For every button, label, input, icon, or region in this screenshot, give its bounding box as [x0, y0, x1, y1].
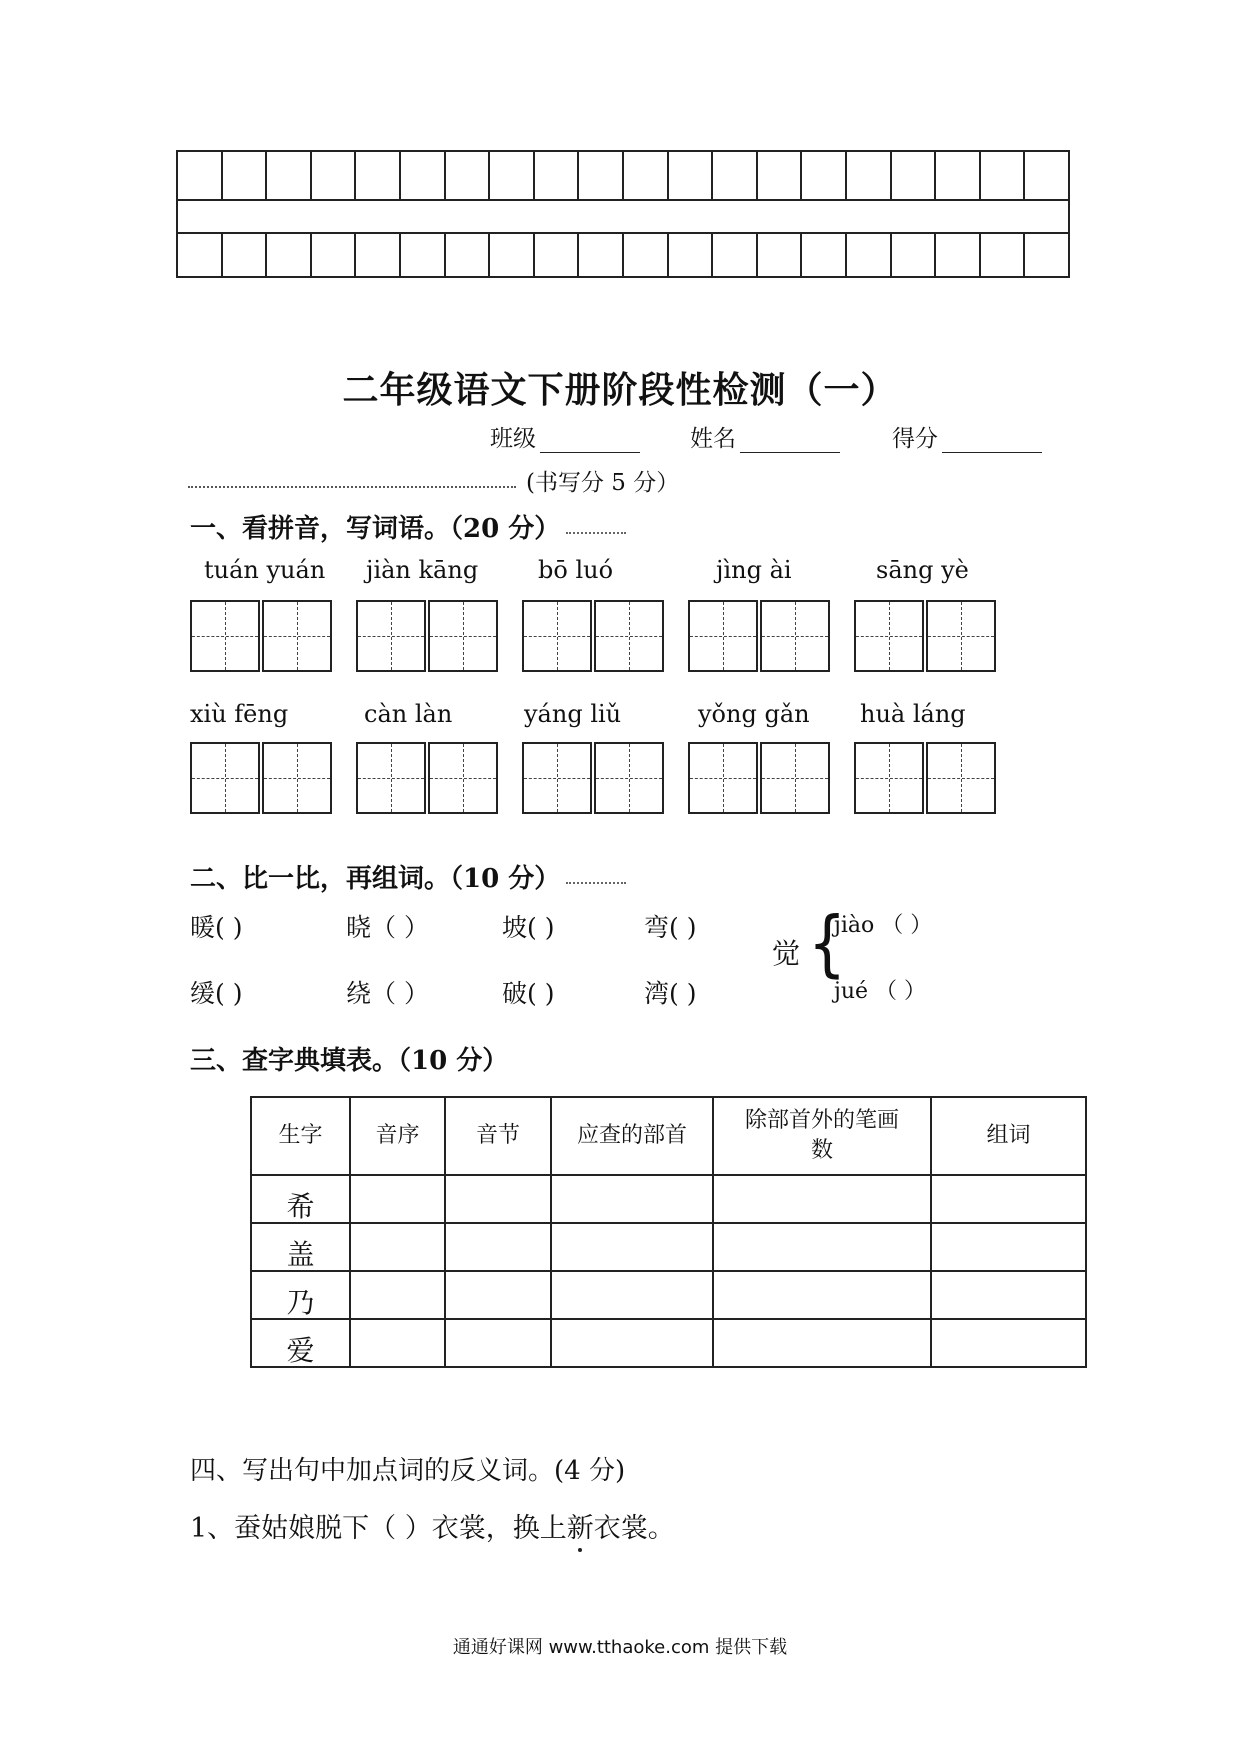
answer-cell[interactable] — [551, 1271, 713, 1319]
grid-row-spacer — [178, 199, 1068, 234]
header-strokes: 除部首外的笔画数 — [713, 1097, 931, 1175]
q4-prefix: 1、蚕姑娘脱下（ ）衣裳，换上 — [190, 1513, 567, 1544]
handwriting-score-note: (书写分 5 分） — [526, 470, 680, 496]
header-syllable: 音节 — [445, 1097, 551, 1175]
section2-title: 二、比一比，再组词。（10 分） — [190, 858, 626, 895]
tianzige-pair[interactable] — [688, 742, 832, 814]
answer-cell[interactable] — [713, 1271, 931, 1319]
top-writing-grid — [176, 150, 1070, 278]
class-blank[interactable] — [540, 432, 640, 453]
brace-icon: { — [808, 902, 847, 986]
section1-title: 一、看拼音，写词语。（20 分） — [190, 508, 626, 545]
tianzige-pair[interactable] — [356, 600, 500, 672]
answer-cell[interactable] — [713, 1175, 931, 1223]
compare-item[interactable]: 破( ) — [502, 979, 555, 1008]
pinyin-label: xiù fēng — [190, 700, 289, 728]
grid-row-bottom — [178, 232, 1068, 276]
table-row — [251, 1175, 1086, 1223]
table-char: 乃 — [251, 1271, 350, 1319]
section4-title: 四、写出句中加点词的反义词。(4 分) — [190, 1456, 626, 1486]
tianzige-pair[interactable] — [522, 600, 666, 672]
pinyin-label: jiàn kāng — [366, 556, 479, 584]
header-radical: 应查的部首 — [551, 1097, 713, 1175]
pinyin-label: sāng yè — [876, 556, 969, 584]
answer-cell[interactable] — [931, 1271, 1086, 1319]
table-char: 希 — [251, 1175, 350, 1223]
tianzige-pair[interactable] — [356, 742, 500, 814]
pinyin-label: bō luó — [538, 556, 614, 584]
compare-item[interactable]: 坡( ) — [502, 913, 555, 942]
compare-item[interactable]: 缓( ) — [190, 979, 243, 1008]
dotted-divider — [188, 482, 516, 488]
table-row — [251, 1271, 1086, 1319]
name-blank[interactable] — [740, 432, 840, 453]
pinyin-label: huà láng — [860, 700, 966, 728]
table-row — [251, 1223, 1086, 1271]
pinyin-label: jìng ài — [716, 556, 792, 584]
table-char: 爱 — [251, 1319, 350, 1367]
polyphone-char: 觉 — [772, 937, 801, 970]
tianzige-pair[interactable] — [854, 600, 998, 672]
pinyin-label: càn làn — [364, 700, 453, 728]
section3-title: 三、查字典填表。（10 分） — [190, 1046, 509, 1076]
answer-cell[interactable] — [350, 1271, 445, 1319]
dictionary-table — [250, 1096, 1087, 1368]
table-char: 盖 — [251, 1223, 350, 1271]
answer-cell[interactable] — [350, 1175, 445, 1223]
answer-cell[interactable] — [931, 1175, 1086, 1223]
dotted-word: 新 — [566, 1513, 594, 1544]
answer-cell[interactable] — [445, 1223, 551, 1271]
answer-cell[interactable] — [713, 1223, 931, 1271]
answer-cell[interactable] — [350, 1223, 445, 1271]
compare-item[interactable]: 弯( ) — [644, 913, 697, 942]
answer-cell[interactable] — [551, 1175, 713, 1223]
answer-cell[interactable] — [445, 1319, 551, 1367]
class-field[interactable] — [490, 420, 640, 453]
compare-item[interactable]: 暖( ) — [190, 913, 243, 942]
table-header-row — [251, 1097, 1086, 1175]
compare-item[interactable]: 湾( ) — [644, 979, 697, 1008]
answer-cell[interactable] — [350, 1319, 445, 1367]
tianzige-pair[interactable] — [190, 600, 334, 672]
grid-row-top — [178, 152, 1068, 201]
header-word: 组词 — [931, 1097, 1086, 1175]
name-field[interactable] — [690, 420, 840, 453]
pinyin-label: yáng liǔ — [524, 700, 622, 728]
class-label: 班级 — [490, 426, 536, 452]
answer-cell[interactable] — [445, 1175, 551, 1223]
answer-cell[interactable] — [445, 1271, 551, 1319]
polyphone-reading[interactable]: jué （ ） — [834, 979, 926, 1004]
table-row — [251, 1319, 1086, 1367]
pinyin-label: tuán yuán — [204, 556, 326, 584]
header-initial: 音序 — [350, 1097, 445, 1175]
answer-cell[interactable] — [931, 1223, 1086, 1271]
compare-item[interactable]: 绕（ ） — [346, 979, 429, 1008]
q4-suffix: 衣裳。 — [593, 1513, 675, 1544]
page-title: 二年级语文下册阶段性检测（一） — [342, 369, 898, 411]
question4-item1[interactable] — [190, 1506, 675, 1545]
score-field[interactable] — [892, 420, 1042, 453]
header-char: 生字 — [251, 1097, 350, 1175]
tianzige-pair[interactable] — [854, 742, 998, 814]
compare-item[interactable]: 晓（ ） — [346, 913, 429, 942]
score-label: 得分 — [892, 426, 938, 452]
answer-cell[interactable] — [551, 1319, 713, 1367]
footer-note: 通通好课网 www.tthaoke.com 提供下载 — [452, 1637, 788, 1658]
tianzige-pair[interactable] — [522, 742, 666, 814]
tianzige-pair[interactable] — [190, 742, 334, 814]
score-blank[interactable] — [942, 432, 1042, 453]
polyphone-reading[interactable]: jiào （ ） — [834, 913, 933, 938]
answer-cell[interactable] — [931, 1319, 1086, 1367]
answer-cell[interactable] — [551, 1223, 713, 1271]
name-label: 姓名 — [690, 426, 736, 452]
tianzige-pair[interactable] — [688, 600, 832, 672]
answer-cell[interactable] — [713, 1319, 931, 1367]
pinyin-label: yǒng gǎn — [698, 700, 810, 728]
